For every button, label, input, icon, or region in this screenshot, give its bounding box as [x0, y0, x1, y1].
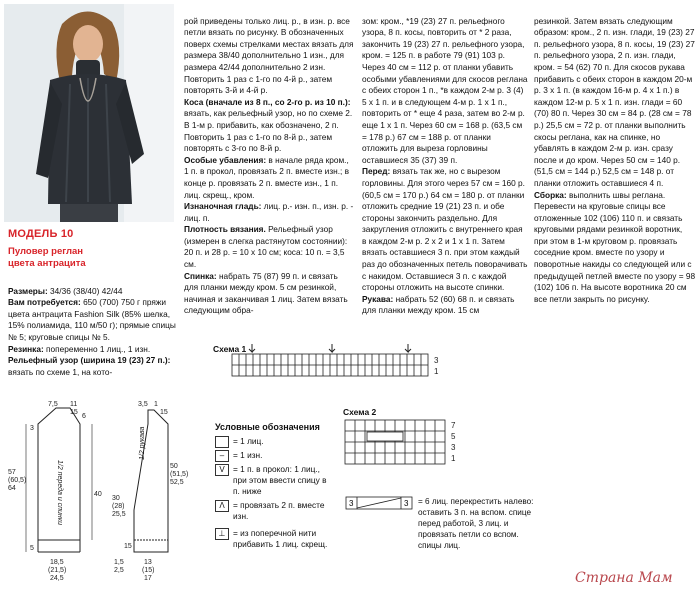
pattern-label: 1/2 рукава: [139, 426, 146, 460]
section-label: Резинка:: [8, 343, 44, 354]
schema2-row-num: 7: [451, 421, 456, 430]
section-label: Изнаночная гладь:: [184, 201, 262, 212]
cable-legend-text: = 6 лиц. перекрестить налево: оставить 3 п. на вспом. спице перед работой, 3 лиц. и провязать петли со вспом. спицы лиц.: [418, 497, 536, 550]
legend-text: = 1 лиц.: [233, 436, 264, 446]
model-title-line2: цвета антрацита: [8, 258, 86, 269]
dim-label: 7,5: [48, 401, 58, 408]
dim-label: (21,5): [48, 567, 67, 574]
dim-label: 15: [160, 409, 168, 416]
model-title-line1: Пуловер реглан: [8, 246, 84, 257]
schema2-label: Схема 2: [343, 407, 377, 417]
schema2-row-num: 3: [451, 443, 456, 452]
section-text: резинкой. Затем вязать следующим образом: кром., 2 п. изн. глади, 19 (23) 27 п. рельефного узора, 8 п. косы, 19 (23) 27 п. рельефного узора, 2 п. изн. глади, кром. = 54 (62) 70 п. Для скосов рукава прибавить с обеих сторон в каждом 20-м р. 3 х 1 п. (в каждом 16-м р. 4 х 1 п.) в каждом 12-м р. 5 х 1 п. изн. глади = 60 (70) 80 п. Через 30 см = 84 р. (28 см = 78 р.) 25,5 см = 72 р. от планки выполнить скосы реглана, как на спинке, но убавлять в каждом 2-м р. изн. сразу после и до кром. Через 50 см = 140 р. (51,5 см = 144 р.) 52,5 см = 148 р. от планки отложить оставшиеся 4 п.: [534, 15, 698, 188]
dim-label: 57: [8, 469, 16, 476]
section-text: вязать так же, но с вырезом горловины. Для этого через 57 см = 160 р. (60,5 см = 170 р.) 64 см = 180 р. от планки отложить средние 19 (21) 23 п. и обе стороны закончить раздельно. Для закругления отложить с внутреннего края в каждом 2-м р. 2 х 2 и 1 х 1 п. Затем вязать оставшиеся 3 п. при этом каждый раз до обозначенных петель поворачивать с накидом. Оставшиеся 3 п. с каждой стороны отложить на высоте спинки.: [362, 166, 530, 293]
section-text: зом: кром., *19 (23) 27 п. рельефного узора, 8 п. косы, повторить от * 2 раза, закончить 19 (23) 27 п. рельефного узора, кром. = 125 п. в работе 79 (91) 103 р. Через 40 см = 112 р. от планки убавить особыми убавлениями для скосов реглана с обеих сторон 1 п., *в каждом 2-м р. 3 (4) 5 х 1 п. и в следующем 4-м р. 1 х 1 п., повторить от * еще 4 раза, затем во 2-м р. еще 1 х 1 п. Через 60 см = 168 р. (63,5 см = 178 р.) 67 см = 188 р. от планки отложить для выреза горловины оставшиеся 35 (37) 39 п.: [362, 15, 530, 165]
svg-text:3: 3: [404, 499, 409, 508]
model-number: МОДЕЛЬ 10: [8, 228, 74, 240]
dim-label: 1: [154, 401, 158, 408]
dim-label: (60,5): [8, 477, 27, 484]
section-text: лиц. р.- изн. п., изн. р. - лиц. п.: [184, 201, 356, 223]
watermark: Страна Мам: [575, 570, 673, 586]
dim-label: 52,5: [170, 479, 184, 486]
dim-label: 24,5: [50, 575, 64, 582]
text-column-2: [184, 4, 354, 322]
section-text: рой приведены только лиц. р., в изн. р. все петли вязать по рисунку. В обозначенных поверх схемы стрелками местах вязать для размера 38/40 дополнительно 1 изн., для размера 42/44 дополнительно 2 изн. Повторить 1 раз с 1-го по 4-й р., затем повторять 3-й и 4-й р.: [184, 15, 356, 96]
legend-symbol: ⊥: [215, 528, 229, 540]
schema2-row-num: 1: [451, 454, 456, 463]
legend-item: [215, 528, 335, 550]
section-label: Рукава:: [362, 293, 394, 304]
section-label: Особые убавления:: [184, 154, 267, 165]
pattern-label: 1/2 переда и спинки: [56, 460, 63, 525]
section-text: в начале ряда кром., 1 п. в прокол, провязать 2 п. вместе изн.; в конце р. провязать 2 п. вместе изн., 1 п. лиц. скрещ., кром.: [184, 154, 352, 200]
dim-label: 11: [70, 401, 78, 408]
dim-label: 50: [170, 463, 178, 470]
dim-label: (28): [112, 503, 125, 510]
dim-label: 30: [112, 495, 120, 502]
dim-label: 3: [30, 425, 34, 432]
dim-label: 18,5: [50, 559, 64, 566]
dim-label: 3,5: [138, 401, 148, 408]
legend-text: = провязать 2 п. вместе изн.: [233, 500, 325, 521]
schema1-chart: [230, 340, 460, 386]
legend-item: [215, 436, 264, 448]
dim-label: (15): [142, 567, 155, 574]
section-label: Спинка:: [184, 270, 217, 281]
schema1-row-num: 1: [434, 367, 439, 376]
schema1-row-num: 3: [434, 356, 439, 365]
dim-label: 5: [30, 545, 34, 552]
legend-item: [215, 464, 335, 497]
dim-label: 17: [144, 575, 152, 582]
dim-label: 25,5: [112, 511, 126, 518]
section-label: Размеры:: [8, 285, 48, 296]
schema2-row-num: 5: [451, 432, 456, 441]
section-text: набрать 75 (87) 99 п. и связать для планки между кром. 5 см резинкой, начиная и заканчивая 1 лиц. Затем вязать следующим обра-: [184, 270, 351, 316]
section-label: Плотность вязания.: [184, 224, 266, 235]
legend-symbol: V: [215, 464, 229, 476]
legend-text: = 1 п. в прокол: 1 лиц., при этом ввести спицу в п. ниже: [233, 464, 327, 496]
text-column-3: [362, 4, 528, 322]
sleeve-pattern: [108, 400, 194, 584]
dim-label: 1,5: [114, 559, 124, 566]
section-label: Перед:: [362, 166, 391, 177]
legend-item: [215, 450, 262, 462]
legend-symbol: Λ: [215, 500, 229, 512]
section-text: попеременно 1 лиц., 1 изн.: [43, 343, 151, 354]
svg-text:3: 3: [349, 499, 354, 508]
schema2-chart: [343, 418, 463, 468]
dim-label: 13: [144, 559, 152, 566]
section-text: вязать, как рельефный узор, но по схеме 2. В 1-м р. прибавить, как обозначено, 2 п. Повторить 1 раз с 1-го по 8-й р., затем повторять с 3-го по 8-й р.: [184, 96, 355, 154]
section-text: 34/36 (38/40) 42/44: [47, 285, 123, 296]
dim-label: 6: [82, 413, 86, 420]
section-text: выполнить швы реглана. Перевести на круговые спицы все отложенные 102 (106) 110 п. и связать круговыми рядами резинкой воротник, при этом в 1-м круговом р. провязать соседние кром. вместе по узору и поворотные накиды со следующей или с предыдущей петлей вместе по узору = 98 (102) 106 п. На высоте воротника 20 см все петли закрыть по рисунку.: [534, 189, 698, 304]
dim-label: (51,5): [170, 471, 189, 478]
section-label: Сборка:: [534, 189, 567, 200]
legend-title: Условные обозначения: [215, 422, 320, 432]
text-column-4: [534, 4, 696, 322]
section-text: вязать по схеме 1, на кото-: [8, 355, 173, 377]
text-column-1: [8, 274, 178, 386]
model-title: [8, 246, 86, 270]
schema1-label: Схема 1: [213, 344, 247, 354]
section-label: Коса (вначале из 8 п., со 2-го р. из 10 п.):: [184, 96, 351, 107]
legend-item: [215, 500, 335, 522]
legend-text: = из поперечной нити прибавить 1 лиц. скрещ.: [233, 528, 328, 549]
dim-label: 15: [124, 543, 132, 550]
section-text: набрать 52 (60) 68 п. и связать для планки между кром. 15 см: [362, 293, 517, 316]
legend-symbol: [215, 436, 229, 448]
legend-symbol: –: [215, 450, 229, 462]
cable-symbol-icon: [345, 496, 413, 510]
section-label: Рельефный узор (ширина 19 (23) 27 п.):: [8, 355, 171, 366]
front-back-pattern: [8, 400, 114, 584]
model-photo: [4, 4, 174, 222]
dim-label: 2,5: [114, 567, 124, 574]
section-text: 650 (700) 750 г пряжи цвета антрацита Fashion Silk (85% шелка, 15% полиамида, 110 м/50 г); прямые спицы № 5; круговые спицы № 5.: [8, 297, 179, 342]
section-label: Вам потребуется:: [8, 297, 81, 308]
dim-label: 40: [94, 491, 102, 498]
dim-label: 15: [70, 409, 78, 416]
dim-label: 64: [8, 485, 16, 492]
section-text: Рельефный узор (измерен в слегка растянутом состоянии): 20 п. и 28 р. = 10 х 10 см; коса: 10 п. = 3,5 см.: [184, 224, 350, 270]
legend-text: = 1 изн.: [233, 450, 263, 460]
